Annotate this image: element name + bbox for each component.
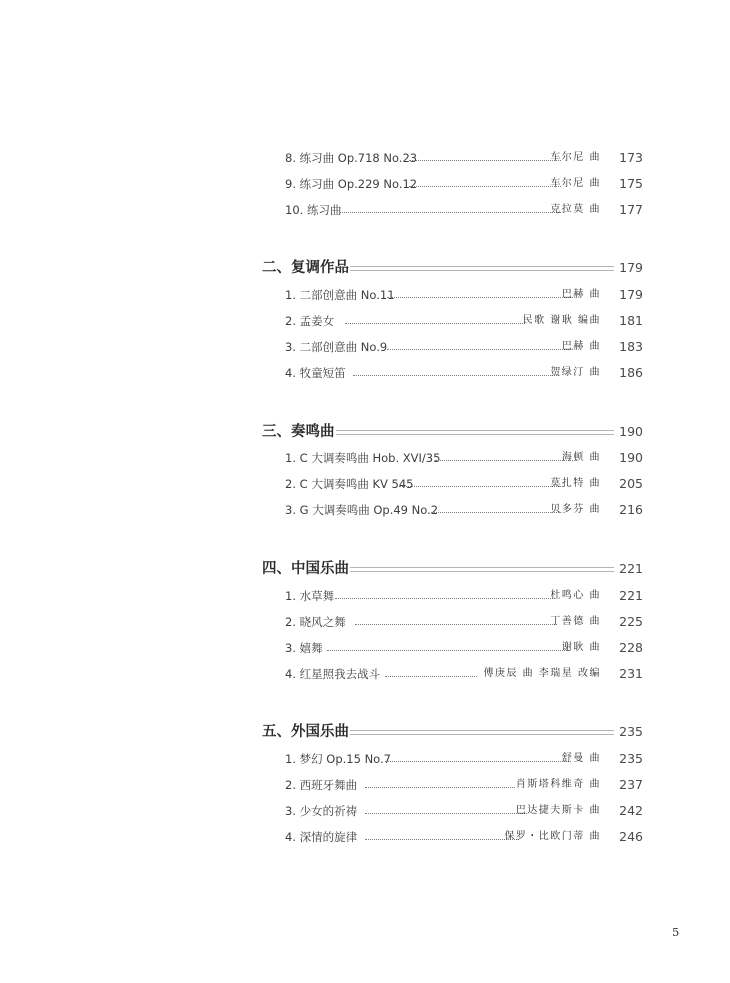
entry-composer: 舒曼 曲 (561, 753, 601, 764)
toc-entry[interactable] (285, 500, 643, 520)
toc-entry[interactable] (285, 337, 643, 357)
entry-page: 228 (619, 640, 643, 655)
dot-leader (399, 486, 563, 487)
toc-entry[interactable] (285, 285, 643, 305)
dot-leader (365, 813, 527, 814)
entry-composer: 杜鸣心 曲 (550, 590, 601, 601)
section-page: 235 (619, 724, 643, 739)
entry-composer: 贺绿汀 曲 (550, 367, 601, 378)
dot-leader (345, 323, 525, 324)
dot-leader (340, 212, 561, 213)
section-title: 四、中国乐曲 (262, 560, 349, 577)
section-page: 190 (619, 424, 643, 439)
entry-title: 4. 红星照我去战斗 (285, 667, 381, 681)
entry-composer: 巴达捷夫斯卡 曲 (515, 805, 601, 816)
dot-leader (435, 460, 577, 461)
entry-title: 3. G 大调奏鸣曲 Op.49 No.2 (285, 503, 439, 517)
toc-entry[interactable] (285, 363, 643, 383)
dot-leader (409, 160, 561, 161)
toc-entry[interactable] (285, 148, 643, 168)
entry-composer: 丁善德 曲 (550, 616, 601, 627)
entry-title: 1. 二部创意曲 No.11 (285, 288, 395, 302)
entry-page: 216 (619, 502, 643, 517)
toc-entry[interactable] (285, 174, 643, 194)
dot-leader (431, 512, 561, 513)
section-heading[interactable] (262, 557, 643, 581)
entry-composer: 车尔尼 曲 (550, 152, 601, 163)
entry-page: 186 (619, 365, 643, 380)
section-rule (350, 567, 614, 572)
entry-title: 9. 练习曲 Op.229 No.12 (285, 177, 418, 191)
section-title: 五、外国乐曲 (262, 723, 349, 740)
entry-composer: 保罗・比欧门蒂 曲 (504, 831, 601, 842)
entry-composer: 民歌 谢耿 编曲 (522, 315, 601, 326)
section-title: 二、复调作品 (262, 259, 349, 276)
toc-entry[interactable] (285, 586, 643, 606)
entry-title: 8. 练习曲 Op.718 No.23 (285, 151, 418, 165)
entry-title: 4. 深情的旋律 (285, 830, 358, 844)
entry-composer: 傅庚辰 曲 李瑞星 改编 (483, 668, 601, 679)
entry-title: 1. 梦幻 Op.15 No.7 (285, 752, 391, 766)
entry-page: 173 (619, 150, 643, 165)
entry-title: 10. 练习曲 (285, 203, 342, 217)
dot-leader (365, 787, 515, 788)
toc-entry[interactable] (285, 474, 643, 494)
entry-page: 205 (619, 476, 643, 491)
toc-entry[interactable] (285, 448, 643, 468)
section-page: 179 (619, 260, 643, 275)
entry-composer: 克拉莫 曲 (550, 204, 601, 215)
entry-page: 177 (619, 202, 643, 217)
entry-title: 3. 二部创意曲 No.9 (285, 340, 388, 354)
entry-page: 181 (619, 313, 643, 328)
toc-entry[interactable] (285, 638, 643, 658)
dot-leader (387, 297, 573, 298)
entry-title: 1. 水草舞 (285, 589, 335, 603)
entry-title: 2. 孟姜女 (285, 314, 335, 328)
dot-leader (385, 676, 477, 677)
entry-title: 3. 嬉舞 (285, 641, 323, 655)
section-title: 三、奏鸣曲 (262, 423, 335, 440)
entry-page: 190 (619, 450, 643, 465)
entry-composer: 贝多芬 曲 (550, 504, 601, 515)
section-heading[interactable] (262, 720, 643, 744)
dot-leader (365, 839, 519, 840)
dot-leader (385, 761, 571, 762)
entry-composer: 巴赫 曲 (561, 289, 601, 300)
entry-page: 235 (619, 751, 643, 766)
entry-page: 179 (619, 287, 643, 302)
dot-leader (335, 598, 555, 599)
entry-title: 2. C 大调奏鸣曲 KV 545 (285, 477, 414, 491)
toc-entry[interactable] (285, 801, 643, 821)
entry-page: 221 (619, 588, 643, 603)
entry-composer: 莫扎特 曲 (550, 478, 601, 489)
section-heading[interactable] (262, 256, 643, 280)
entry-page: 237 (619, 777, 643, 792)
entry-page: 225 (619, 614, 643, 629)
entry-composer: 谢耿 曲 (561, 642, 601, 653)
entry-page: 242 (619, 803, 643, 818)
dot-leader (353, 375, 559, 376)
dot-leader (387, 349, 573, 350)
entry-title: 1. C 大调奏鸣曲 Hob. XVI/35 (285, 451, 441, 465)
toc-entry[interactable] (285, 827, 643, 847)
entry-composer: 海顿 曲 (561, 452, 601, 463)
entry-page: 246 (619, 829, 643, 844)
entry-page: 175 (619, 176, 643, 191)
dot-leader (327, 650, 569, 651)
section-page: 221 (619, 561, 643, 576)
entry-composer: 车尔尼 曲 (550, 178, 601, 189)
page-number: 5 (672, 925, 680, 939)
toc-entry[interactable] (285, 612, 643, 632)
section-rule (336, 430, 614, 435)
entry-title: 4. 牧童短笛 (285, 366, 346, 380)
toc-entry[interactable] (285, 749, 643, 769)
toc-entry[interactable] (285, 664, 643, 684)
entry-title: 2. 晓风之舞 (285, 615, 346, 629)
entry-composer: 肖斯塔科维奇 曲 (515, 779, 601, 790)
entry-composer: 巴赫 曲 (561, 341, 601, 352)
entry-page: 231 (619, 666, 643, 681)
entry-title: 2. 西班牙舞曲 (285, 778, 358, 792)
entry-page: 183 (619, 339, 643, 354)
toc-entry[interactable] (285, 311, 643, 331)
section-rule (350, 266, 614, 271)
section-rule (350, 730, 614, 735)
dot-leader (409, 186, 561, 187)
entry-title: 3. 少女的祈祷 (285, 804, 358, 818)
section-heading[interactable] (262, 420, 643, 444)
toc-entry[interactable] (285, 200, 643, 220)
toc-entry[interactable] (285, 775, 643, 795)
dot-leader (355, 624, 557, 625)
